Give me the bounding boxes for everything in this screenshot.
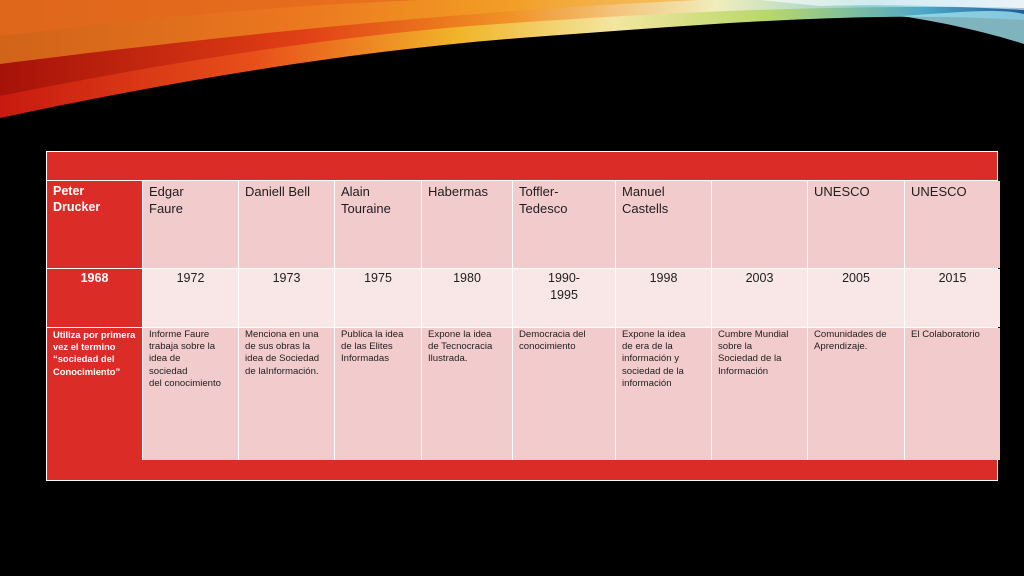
- year-cell: 2015: [905, 269, 1000, 327]
- author-cell: Peter Drucker: [47, 181, 142, 268]
- description-cell: Comunidades de Aprendizaje.: [808, 328, 904, 460]
- author-cell: UNESCO: [808, 181, 904, 268]
- year-cell: 1968: [47, 269, 142, 327]
- author-cell: Daniell Bell: [239, 181, 334, 268]
- year-cell: 1990- 1995: [513, 269, 615, 327]
- table-grid: [47, 181, 997, 458]
- author-cell: [712, 181, 807, 268]
- author-cell: Toffler- Tedesco: [513, 181, 615, 268]
- year-cell: 2003: [712, 269, 807, 327]
- author-cell: Habermas: [422, 181, 512, 268]
- description-cell: Democracia del conocimiento: [513, 328, 615, 460]
- author-cell: UNESCO: [905, 181, 1000, 268]
- description-cell: Publica la idea de las Elites Informadas: [335, 328, 421, 460]
- year-cell: 1972: [143, 269, 238, 327]
- year-cell: 1975: [335, 269, 421, 327]
- table-footer-band: [47, 460, 997, 480]
- decorative-swoosh-banner: [0, 0, 1024, 130]
- description-cell: Expone la idea de era de la información y sociedad de la información: [616, 328, 711, 460]
- description-cell: Informe Faure trabaja sobre la idea de sociedad del conocimiento: [143, 328, 238, 460]
- year-cell: 2005: [808, 269, 904, 327]
- year-cell: 1973: [239, 269, 334, 327]
- timeline-table: [46, 151, 998, 481]
- description-cell: El Colaboratorio: [905, 328, 1000, 460]
- author-cell: Alain Touraine: [335, 181, 421, 268]
- description-cell: Cumbre Mundial sobre la Sociedad de la Información: [712, 328, 807, 460]
- author-cell: Manuel Castells: [616, 181, 711, 268]
- table-header-band: [47, 152, 997, 180]
- description-cell: Expone la idea de Tecnocracia Ilustrada.: [422, 328, 512, 460]
- author-cell: Edgar Faure: [143, 181, 238, 268]
- description-cell: Menciona en una de sus obras la idea de Sociedad de laInformación.: [239, 328, 334, 460]
- year-cell: 1980: [422, 269, 512, 327]
- description-cell: Utiliza por primera vez el termino “sociedad del Conocimiento”: [47, 328, 142, 460]
- year-cell: 1998: [616, 269, 711, 327]
